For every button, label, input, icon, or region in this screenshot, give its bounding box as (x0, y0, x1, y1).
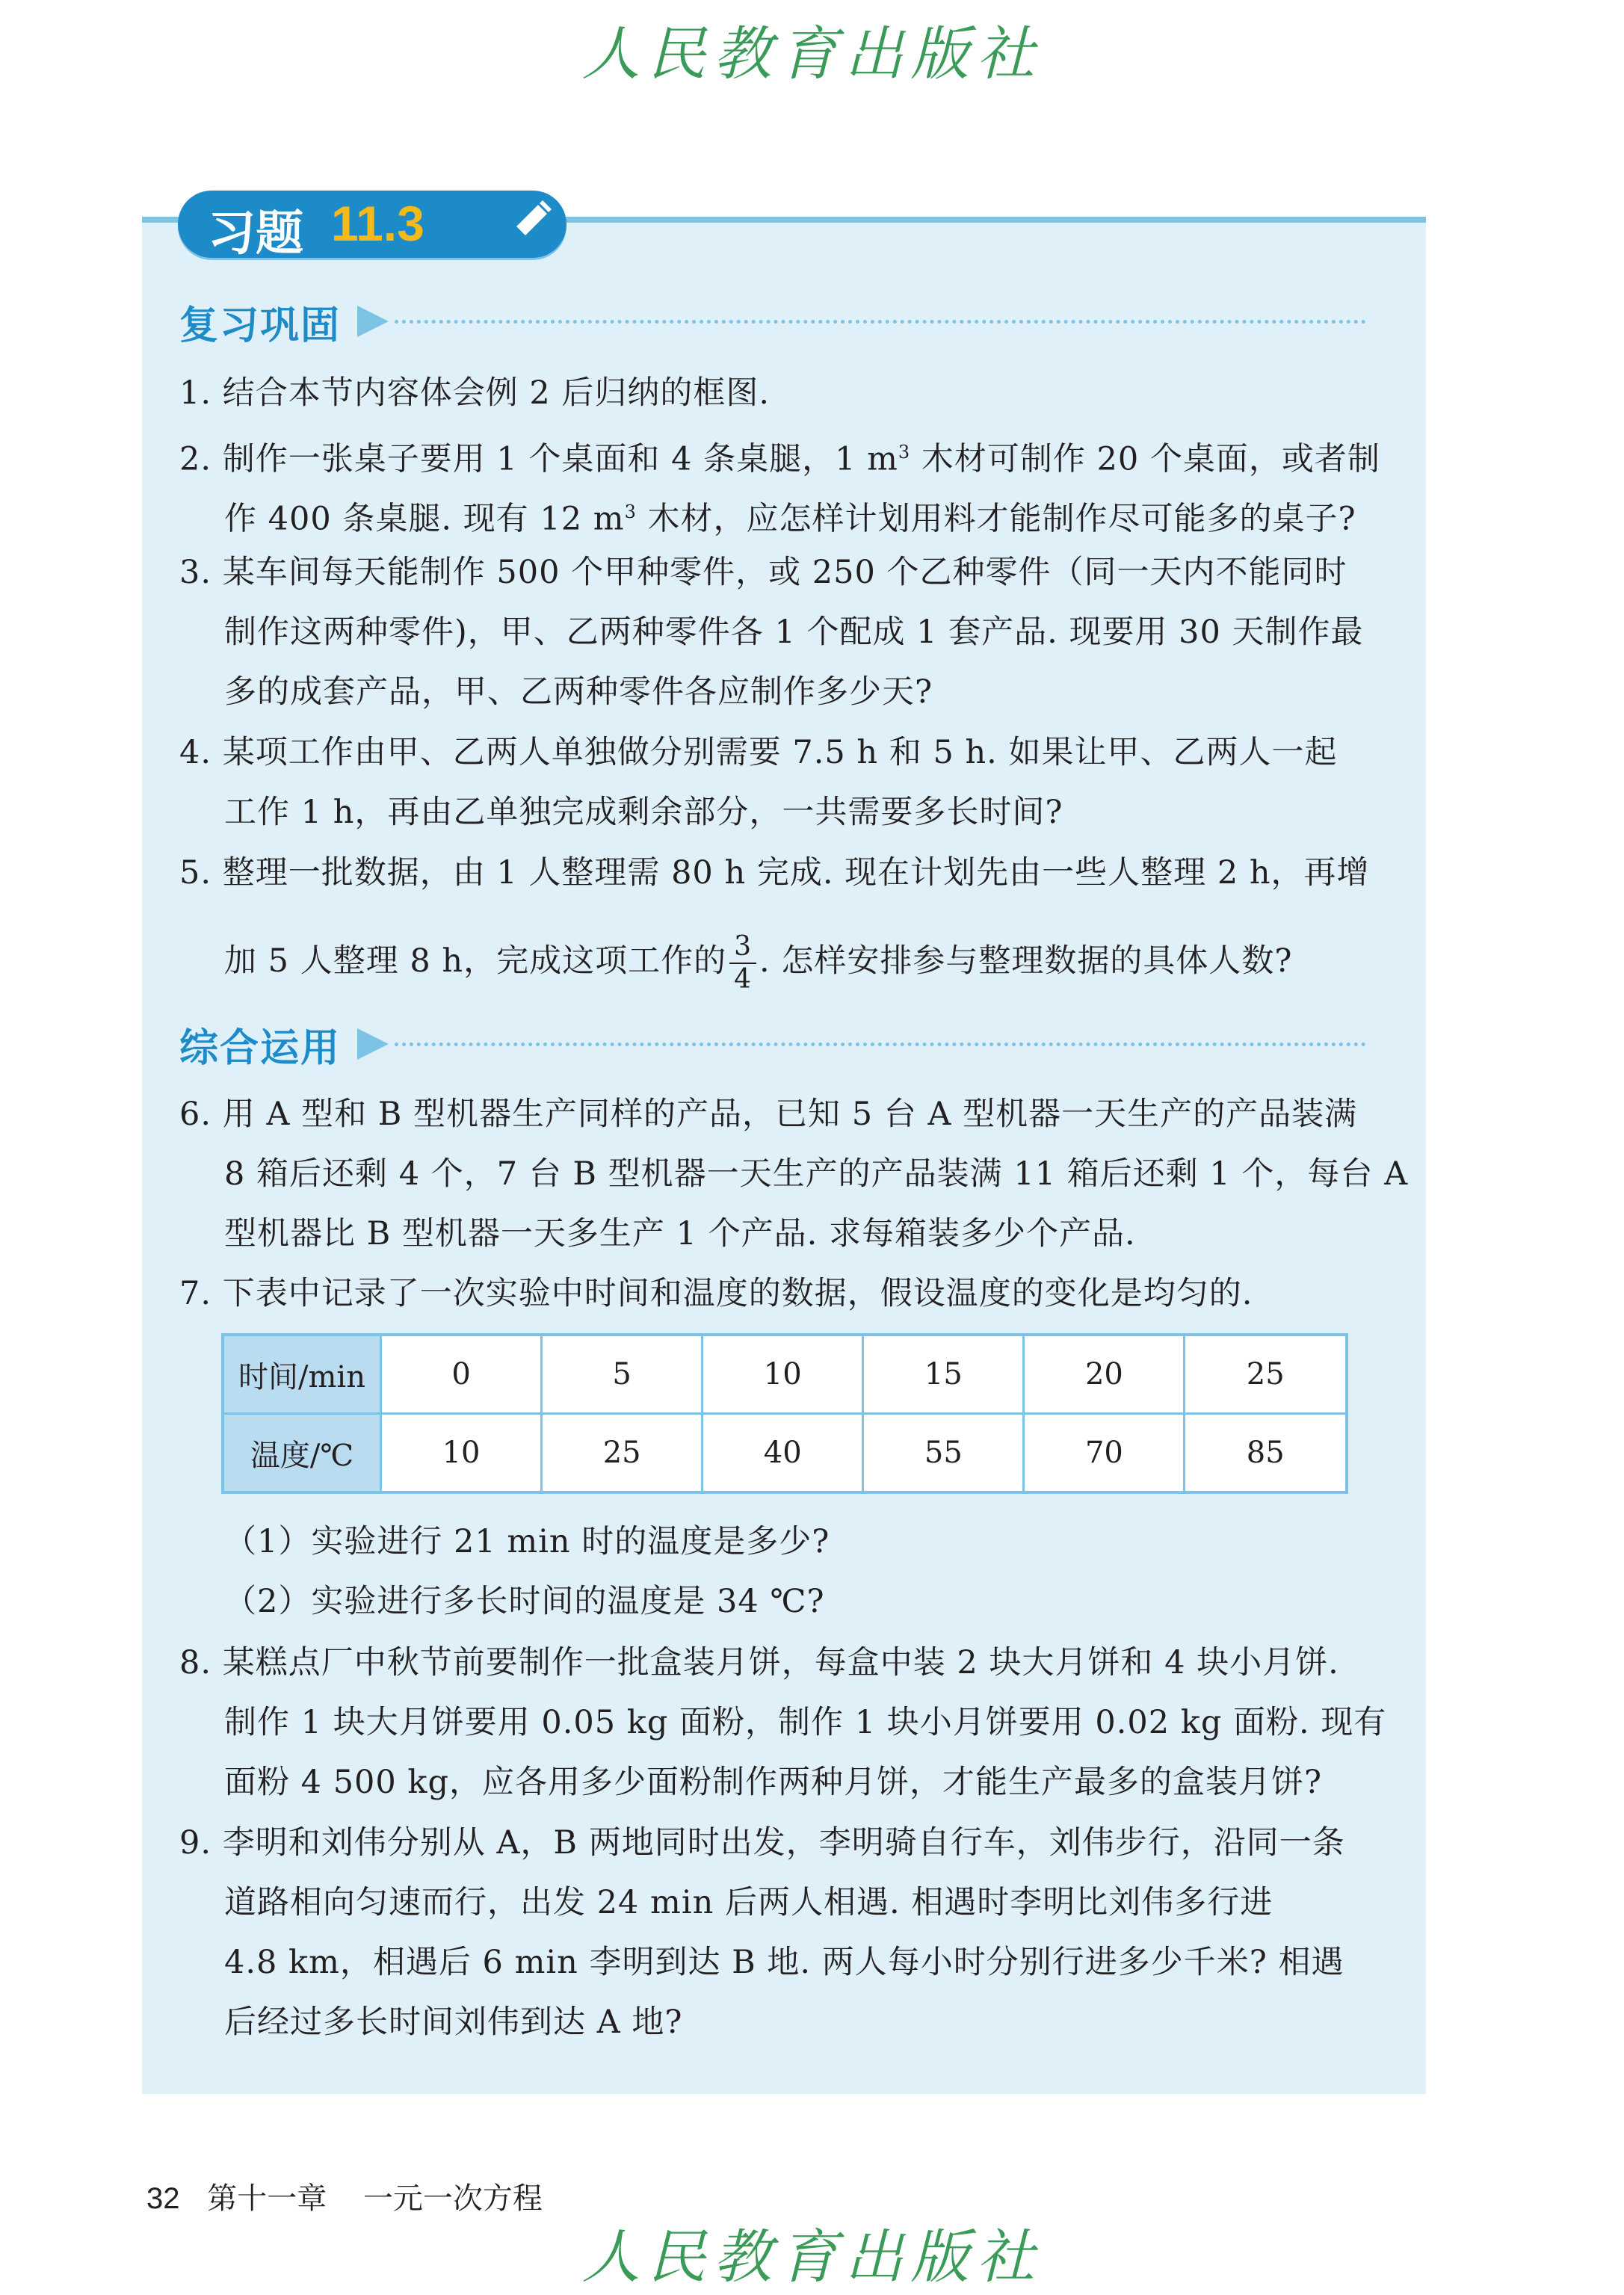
section-divider (395, 1043, 1366, 1046)
table-cell: 40 (703, 1414, 863, 1493)
table-cell: 10 (381, 1414, 542, 1493)
problem-9-line-2: 道路相向匀速而行，出发 24 min 后两人相遇. 相遇时李明比刘伟多行进 (224, 1884, 1273, 1921)
problem-8-line-2: 制作 1 块大月饼要用 0.05 kg 面粉，制作 1 块小月饼要用 0.02 kg 面粉. 现有 (224, 1704, 1387, 1741)
section-apply-header (179, 1018, 1366, 1070)
table-row (223, 1414, 1347, 1493)
section-divider (395, 320, 1366, 324)
problem-1: 1. 结合本节内容体会例 2 后归纳的框图. (179, 374, 771, 412)
problem-6-line-3: 型机器比 B 型机器一天多生产 1 个产品. 求每箱装多少个产品. (224, 1215, 1136, 1252)
table-cell: 70 (1024, 1414, 1185, 1493)
table-cell: 25 (542, 1414, 703, 1493)
pencil-icon (493, 188, 561, 256)
publisher-logo-bottom: 人民教育出版社 (581, 2224, 1043, 2291)
fraction-three-quarters: $\frac{3}{4}$ (729, 931, 756, 995)
exercise-label: 习题 (208, 206, 303, 262)
problem-3: 3. 某车间每天能制作 500 个甲种零件，或 250 个乙种零件（同一天内不能同时 (179, 554, 1347, 591)
table-cell: 25 (1185, 1335, 1347, 1414)
problem-9: 9. 李明和刘伟分别从 A，B 两地同时出发，李明骑自行车，刘伟步行，沿同一条 (179, 1824, 1345, 1862)
page-number: 32 (146, 2182, 180, 2215)
problem-7-question-1: （1）实验进行 21 min 时的温度是多少? (224, 1523, 830, 1560)
problem-8-line-3: 面粉 4 500 kg，应各用多少面粉制作两种月饼，才能生产最多的盒装月饼? (224, 1764, 1323, 1801)
chapter-title: 一元一次方程 (362, 2181, 543, 2216)
table-cell: 85 (1185, 1414, 1347, 1493)
table-header-temperature: 温度/℃ (223, 1414, 381, 1493)
table-cell: 5 (542, 1335, 703, 1414)
problem-4: 4. 某项工作由甲、乙两人单独做分别需要 7.5 h 和 5 h. 如果让甲、乙两人一起 (179, 734, 1338, 771)
problem-2-line-2: 作 400 条桌腿. 现有 12 $m^3$ 木材，应怎样计划用料才能制作尽可能多的桌子? (224, 500, 1356, 538)
problem-7-question-2: （2）实验进行多长时间的温度是 34 ℃? (224, 1583, 825, 1620)
exercise-number: 11.3 (331, 196, 424, 251)
problem-5-line-2: 加 5 人整理 8 h，完成这项工作的 $\frac{3}{4}$ . 怎样安排参与整理数据的具体人数? (224, 931, 1293, 995)
triangle-arrow-icon (356, 1027, 390, 1061)
table-cell: 10 (703, 1335, 863, 1414)
section-review-title: 复习巩固 (179, 303, 342, 348)
section-review-header (179, 295, 1366, 348)
problem-6: 6. 用 A 型和 B 型机器生产同样的产品，已知 5 台 A 型机器一天生产的产品装满 (179, 1096, 1358, 1133)
table-row (223, 1335, 1347, 1414)
publisher-logo-top: 人民教育出版社 (581, 21, 1043, 88)
problem-9-line-3: 4.8 km，相遇后 6 min 李明到达 B 地. 两人每小时分别行进多少千米? 相遇 (224, 1944, 1344, 1981)
problem-3-line-3: 多的成套产品，甲、乙两种零件各应制作多少天? (224, 673, 933, 711)
table-cell: 0 (381, 1335, 542, 1414)
table-cell: 15 (863, 1335, 1024, 1414)
problem-4-line-2: 工作 1 h，再由乙单独完成剩余部分，一共需要多长时间? (224, 794, 1063, 831)
data-table (221, 1333, 1348, 1494)
problem-2: 2. 制作一张桌子要用 1 个桌面和 4 条桌腿，1 $m^3$ 木材可制作 20 个桌面，或者制 (179, 440, 1380, 478)
table-cell: 55 (863, 1414, 1024, 1493)
problem-3-line-2: 制作这两种零件)，甲、乙两种零件各 1 个配成 1 套产品. 现要用 30 天制作最 (224, 614, 1364, 651)
problem-9-line-4: 后经过多长时间刘伟到达 A 地? (224, 2004, 683, 2041)
table-header-time: 时间/min (223, 1335, 381, 1414)
table-cell: 20 (1024, 1335, 1185, 1414)
problem-5: 5. 整理一批数据，由 1 人整理需 80 h 完成. 现在计划先由一些人整理 2 h，再增 (179, 854, 1370, 892)
triangle-arrow-icon (356, 304, 390, 339)
problem-6-line-2: 8 箱后还剩 4 个，7 台 B 型机器一天生产的产品装满 11 箱后还剩 1 个，每台 A (224, 1155, 1409, 1193)
section-apply-title: 综合运用 (179, 1025, 342, 1071)
problem-7: 7. 下表中记录了一次实验中时间和温度的数据，假设温度的变化是均匀的. (179, 1275, 1253, 1312)
problem-8: 8. 某糕点厂中秋节前要制作一批盒装月饼，每盒中装 2 块大月饼和 4 块小月饼. (179, 1644, 1339, 1681)
chapter-label: 第十一章 (207, 2181, 327, 2216)
